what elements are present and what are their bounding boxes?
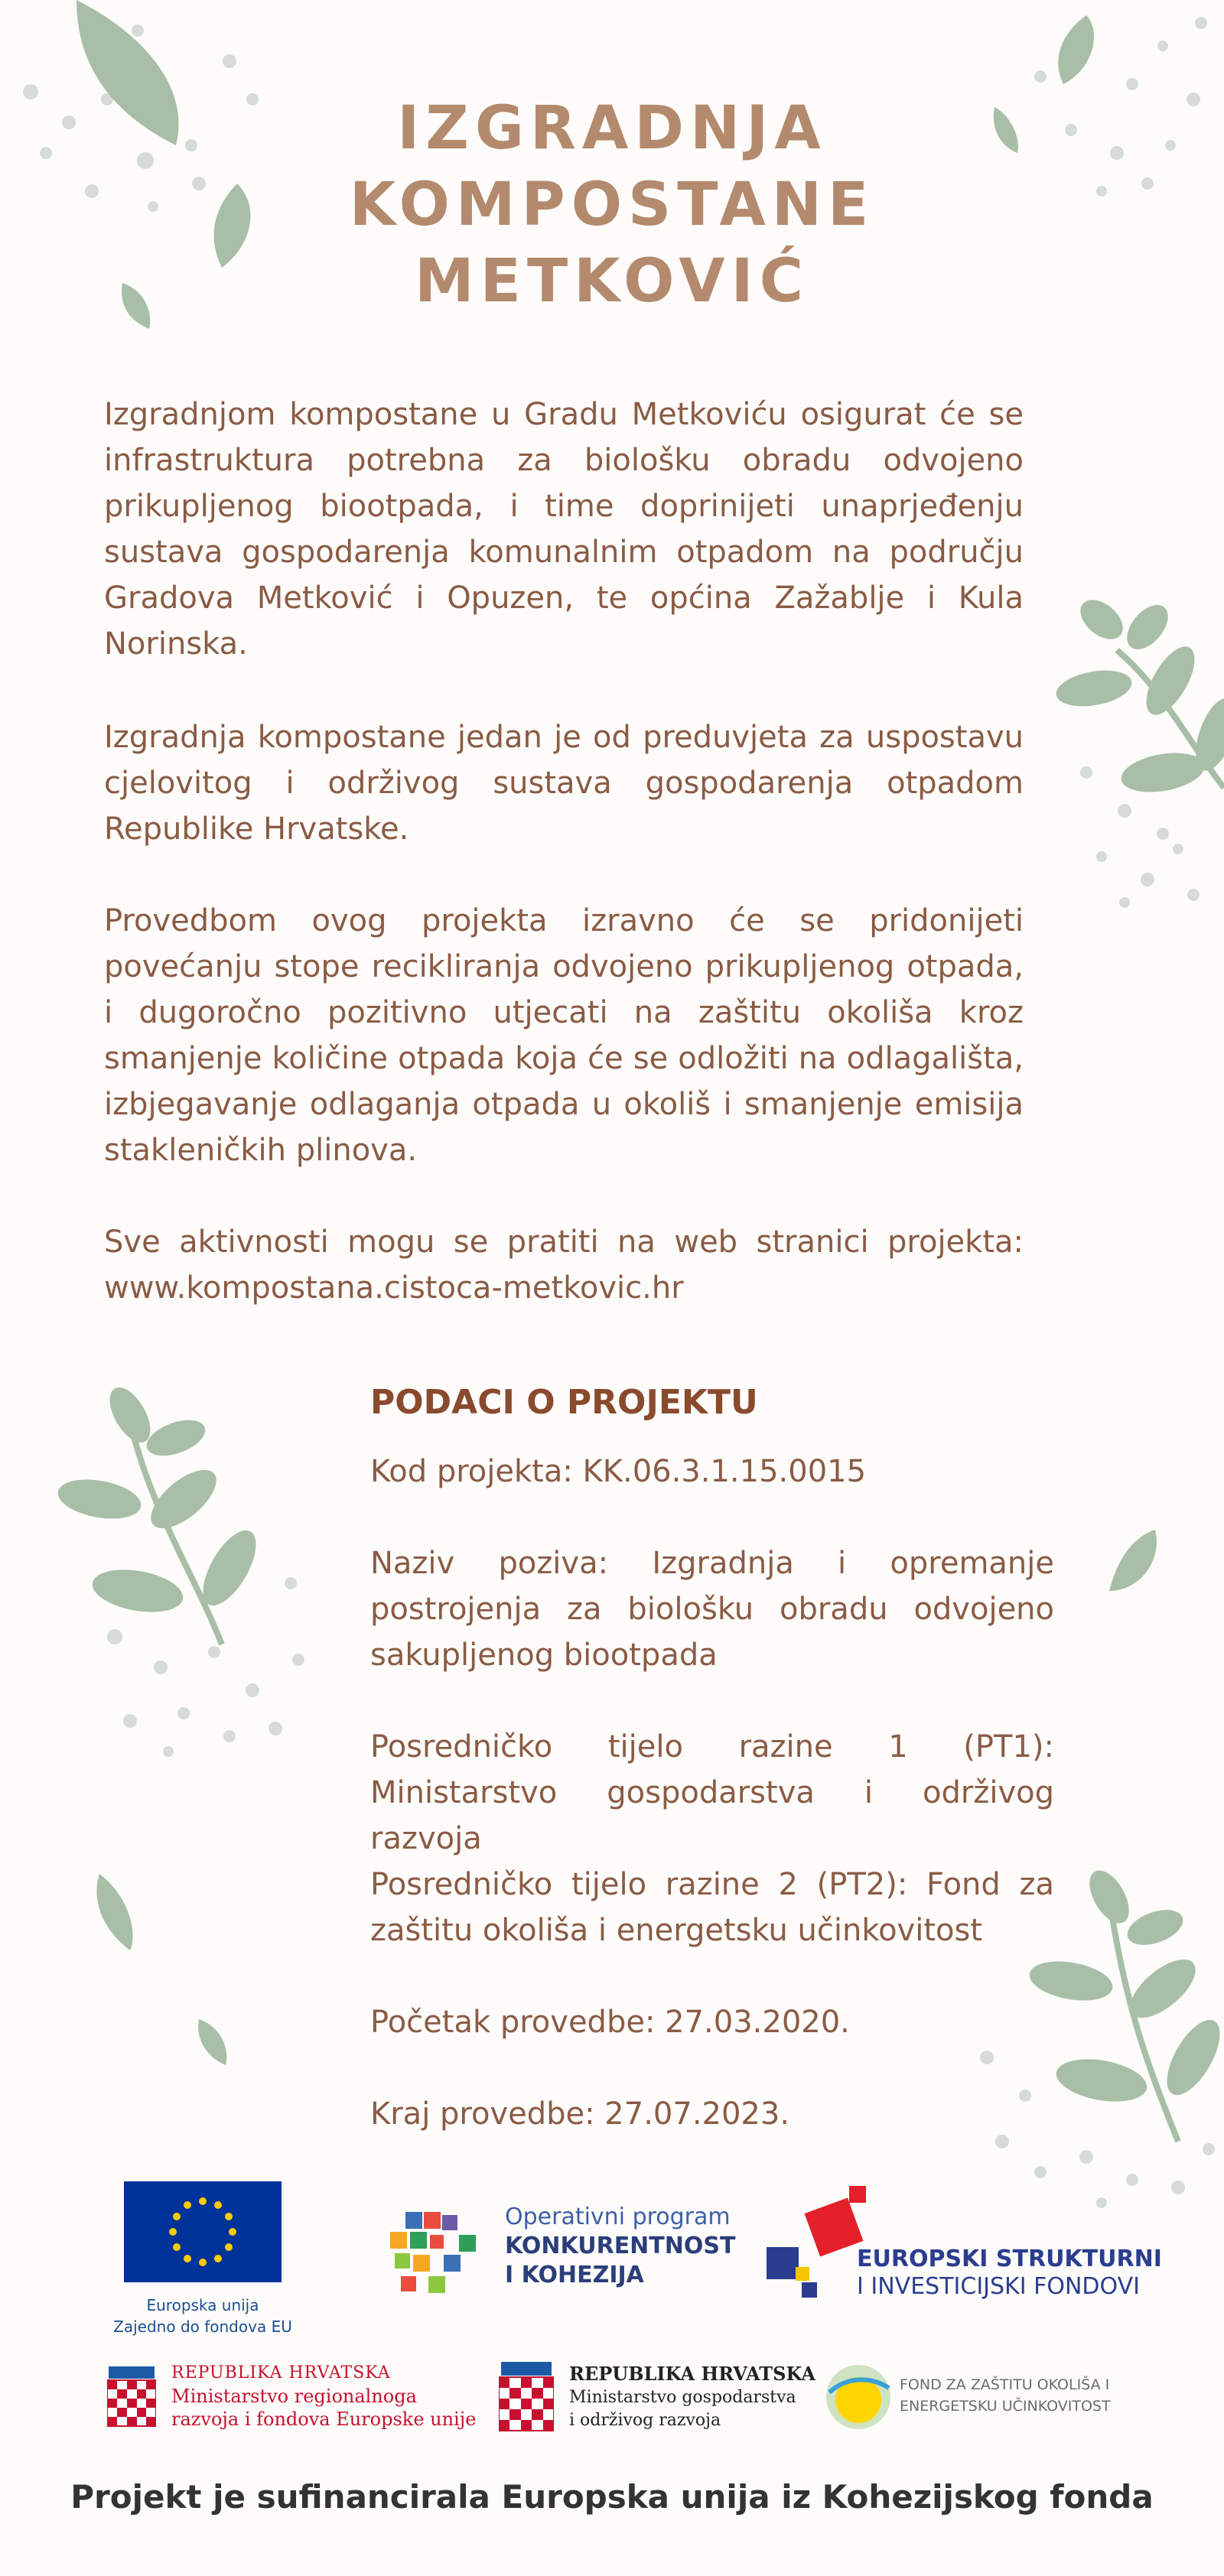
ministry-regional-text: REPUBLIKA HRVATSKA Ministarstvo regionalnoga razvoja i fondova Europske unije <box>171 2363 477 2430</box>
fzoeu-sun-icon <box>823 2362 894 2432</box>
project-end: Kraj provedbe: 27.07.2023. <box>370 2096 790 2132</box>
ministry-economy-text: REPUBLIKA HRVATSKA Ministarstvo gospodarstva i održivog razvoja <box>569 2363 815 2430</box>
eu-flag-icon <box>124 2181 282 2282</box>
title-line-1: IZGRADNJA <box>397 94 827 163</box>
project-info-heading: PODACI O PROJEKTU <box>370 1383 758 1422</box>
fzoeu-logo <box>823 2360 1129 2437</box>
croatian-coat-of-arms-icon <box>107 2365 156 2434</box>
title-line-2: KOMPOSTANE <box>349 171 875 239</box>
title-line-3: METKOVIĆ <box>415 247 809 316</box>
project-start: Početak provedbe: 27.03.2020. <box>370 2005 850 2040</box>
project-pt2: Posredničko tijelo razine 2 (PT2): Fond za zaštitu okoliša i energetsku učinkovitost <box>370 1867 1054 1948</box>
eu-logo-text: Europska unija Zajedno do fondova EU <box>113 2296 292 2336</box>
project-code: Kod projekta: KK.06.3.1.15.0015 <box>370 1454 867 1489</box>
esi-funds-logo <box>757 2184 1162 2307</box>
ministry-economy-logo <box>499 2359 820 2443</box>
prerequisite-paragraph: Izgradnja kompostane jedan je od preduvjeta za uspostavu cjelovitog i održivog sustava gospodarenja otpadom Republike Hrvatske. <box>104 720 1024 847</box>
impact-paragraph: Provedbom ovog projekta izravno će se pridonijeti povećanju stope recikliranja odvojeno prikupljenog otpada, i dugoročno pozitivno utjecati na zaštitu okoliša kroz smanjenje količine otpada koja će se odložiti na odlagališta, izbjegavanje odlaganja otpada u okoliš i smanjenje emisija stakleničkih plinova. <box>104 903 1024 1168</box>
eu-logo <box>99 2181 306 2334</box>
op-kik-logo <box>390 2203 736 2302</box>
cofinancing-footer: Projekt je sufinancirala Europska unija iz Kohezijskog fonda <box>70 2478 1154 2516</box>
op-kik-text: Operativni program KONKURENTNOST I KOHEZIJA <box>505 2204 736 2288</box>
intro-paragraph: Izgradnjom kompostane u Gradu Metkoviću osigurat će se infrastruktura potrebna za biološku obradu odvojeno prikupljenog biootpada, i time doprinijeti unaprjeđenju sustava gospodarenja komunalnim otpadom na području Gradova Metković i Opuzen, te općina Zažablje i Kula Norinska. <box>104 397 1024 662</box>
project-pt1: Posredničko tijelo razine 1 (PT1): Ministarstvo gospodarstva i održivog razvoja <box>370 1729 1054 1856</box>
website-paragraph: Sve aktivnosti mogu se pratiti na web stranici projekta: www.kompostana.cistoca-metkovic.hr <box>104 1225 1024 1306</box>
page-title <box>0 90 1224 320</box>
ministry-regional-logo <box>107 2362 505 2438</box>
croatian-coat-of-arms-icon-2 <box>499 2360 554 2437</box>
op-kik-squares-icon <box>390 2207 480 2298</box>
fzoeu-text: FOND ZA ZAŠTITU OKOLIŠA I ENERGETSKU UČINKOVITOST <box>900 2376 1111 2415</box>
esi-funds-text: EUROPSKI STRUKTURNI I INVESTICIJSKI FONDOVI <box>857 2246 1162 2300</box>
project-call: Naziv poziva: Izgradnja i opremanje postrojenja za biološku obradu odvojeno sakupljenog biootpada <box>370 1546 1054 1673</box>
